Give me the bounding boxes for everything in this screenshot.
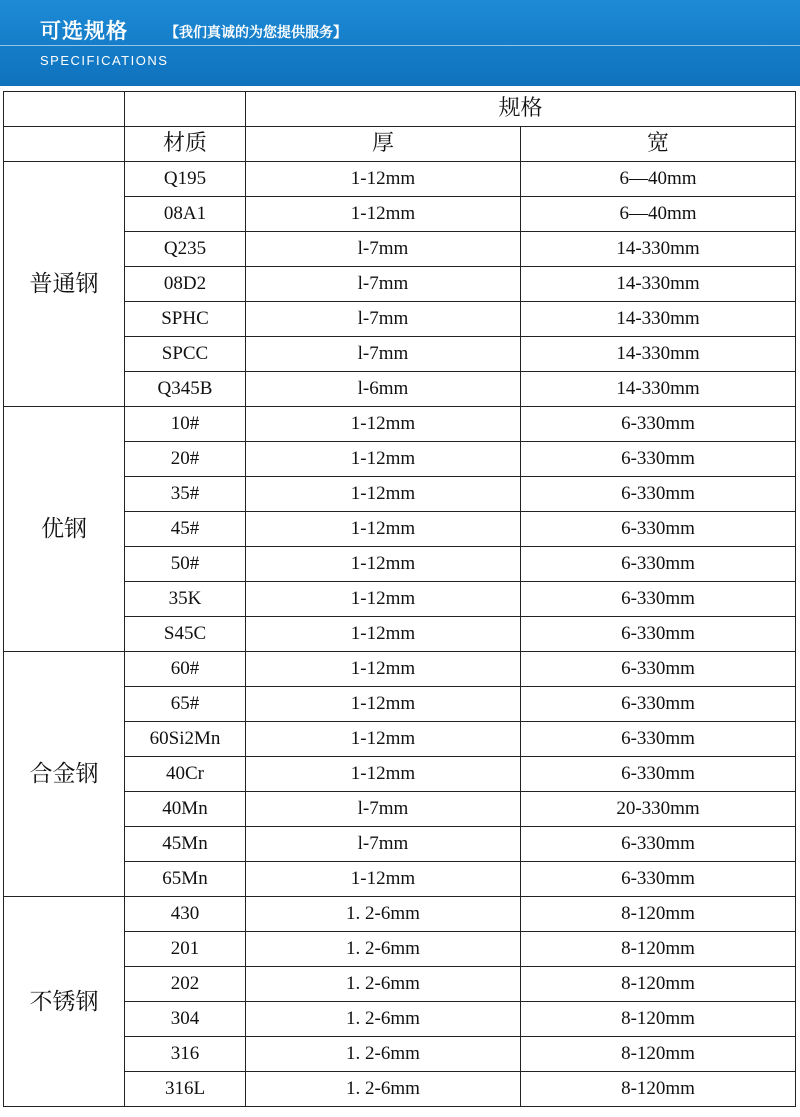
width-cell: 6-330mm <box>521 477 796 512</box>
material-cell: 45# <box>125 512 246 547</box>
thickness-cell: 1. 2-6mm <box>246 932 521 967</box>
width-cell: 14-330mm <box>521 232 796 267</box>
material-cell: 40Cr <box>125 757 246 792</box>
header-blank-cell <box>4 92 125 127</box>
thickness-cell: l-7mm <box>246 827 521 862</box>
thickness-cell: 1-12mm <box>246 407 521 442</box>
width-cell: 6-330mm <box>521 722 796 757</box>
material-cell: 35# <box>125 477 246 512</box>
thickness-cell: l-6mm <box>246 372 521 407</box>
material-cell: 65Mn <box>125 862 246 897</box>
header-banner <box>0 0 800 86</box>
width-cell: 14-330mm <box>521 337 796 372</box>
material-cell: S45C <box>125 617 246 652</box>
width-cell: 8-120mm <box>521 932 796 967</box>
table-header-row-2 <box>4 127 796 162</box>
thickness-cell: 1. 2-6mm <box>246 1072 521 1107</box>
width-cell: 8-120mm <box>521 1037 796 1072</box>
material-cell: 201 <box>125 932 246 967</box>
material-cell: 60Si2Mn <box>125 722 246 757</box>
table-row <box>4 407 796 442</box>
header-material: 材质 <box>125 127 246 162</box>
header-blank-cell <box>4 127 125 162</box>
material-cell: 08A1 <box>125 197 246 232</box>
thickness-cell: 1. 2-6mm <box>246 1002 521 1037</box>
width-cell: 14-330mm <box>521 267 796 302</box>
material-cell: Q235 <box>125 232 246 267</box>
material-cell: 316 <box>125 1037 246 1072</box>
material-cell: 60# <box>125 652 246 687</box>
thickness-cell: l-7mm <box>246 232 521 267</box>
material-cell: 10# <box>125 407 246 442</box>
specifications-table <box>3 91 796 1107</box>
category-cell: 普通钢 <box>4 162 125 407</box>
page-subtitle: 【我们真诚的为您提供服务】 <box>165 25 347 41</box>
thickness-cell: 1-12mm <box>246 582 521 617</box>
banner-divider <box>0 45 800 46</box>
thickness-cell: 1-12mm <box>246 197 521 232</box>
width-cell: 6-330mm <box>521 512 796 547</box>
material-cell: Q195 <box>125 162 246 197</box>
material-cell: 65# <box>125 687 246 722</box>
material-cell: 20# <box>125 442 246 477</box>
thickness-cell: 1. 2-6mm <box>246 1037 521 1072</box>
width-cell: 8-120mm <box>521 897 796 932</box>
thickness-cell: 1-12mm <box>246 477 521 512</box>
thickness-cell: 1-12mm <box>246 162 521 197</box>
category-cell: 合金钢 <box>4 652 125 897</box>
category-cell: 优钢 <box>4 407 125 652</box>
material-cell: 430 <box>125 897 246 932</box>
width-cell: 6-330mm <box>521 687 796 722</box>
header-spec-group: 规格 <box>246 92 796 127</box>
thickness-cell: 1-12mm <box>246 442 521 477</box>
thickness-cell: l-7mm <box>246 302 521 337</box>
width-cell: 8-120mm <box>521 967 796 1002</box>
width-cell: 8-120mm <box>521 1072 796 1107</box>
material-cell: SPCC <box>125 337 246 372</box>
material-cell: 50# <box>125 547 246 582</box>
width-cell: 14-330mm <box>521 302 796 337</box>
material-cell: 40Mn <box>125 792 246 827</box>
thickness-cell: 1-12mm <box>246 757 521 792</box>
thickness-cell: 1-12mm <box>246 617 521 652</box>
width-cell: 6-330mm <box>521 827 796 862</box>
table-row <box>4 162 796 197</box>
table-header-row-1 <box>4 92 796 127</box>
width-cell: 14-330mm <box>521 372 796 407</box>
page-subtitle-en: SPECIFICATIONS <box>40 53 169 68</box>
page-title: 可选规格 <box>40 19 128 43</box>
table-row <box>4 652 796 687</box>
material-cell: 202 <box>125 967 246 1002</box>
category-cell: 不锈钢 <box>4 897 125 1107</box>
width-cell: 6-330mm <box>521 407 796 442</box>
thickness-cell: l-7mm <box>246 267 521 302</box>
header-blank-cell <box>125 92 246 127</box>
width-cell: 6-330mm <box>521 757 796 792</box>
material-cell: 45Mn <box>125 827 246 862</box>
material-cell: Q345B <box>125 372 246 407</box>
thickness-cell: 1. 2-6mm <box>246 967 521 1002</box>
material-cell: 35K <box>125 582 246 617</box>
width-cell: 8-120mm <box>521 1002 796 1037</box>
thickness-cell: 1. 2-6mm <box>246 897 521 932</box>
width-cell: 6—40mm <box>521 162 796 197</box>
thickness-cell: 1-12mm <box>246 722 521 757</box>
material-cell: 304 <box>125 1002 246 1037</box>
width-cell: 6-330mm <box>521 547 796 582</box>
width-cell: 6-330mm <box>521 582 796 617</box>
width-cell: 20-330mm <box>521 792 796 827</box>
material-cell: 08D2 <box>125 267 246 302</box>
width-cell: 6-330mm <box>521 652 796 687</box>
header-width: 宽 <box>521 127 796 162</box>
thickness-cell: 1-12mm <box>246 652 521 687</box>
thickness-cell: 1-12mm <box>246 547 521 582</box>
width-cell: 6—40mm <box>521 197 796 232</box>
table-row <box>4 897 796 932</box>
thickness-cell: l-7mm <box>246 337 521 372</box>
thickness-cell: 1-12mm <box>246 862 521 897</box>
thickness-cell: 1-12mm <box>246 687 521 722</box>
material-cell: SPHC <box>125 302 246 337</box>
header-thickness: 厚 <box>246 127 521 162</box>
thickness-cell: 1-12mm <box>246 512 521 547</box>
thickness-cell: l-7mm <box>246 792 521 827</box>
width-cell: 6-330mm <box>521 617 796 652</box>
width-cell: 6-330mm <box>521 862 796 897</box>
width-cell: 6-330mm <box>521 442 796 477</box>
material-cell: 316L <box>125 1072 246 1107</box>
